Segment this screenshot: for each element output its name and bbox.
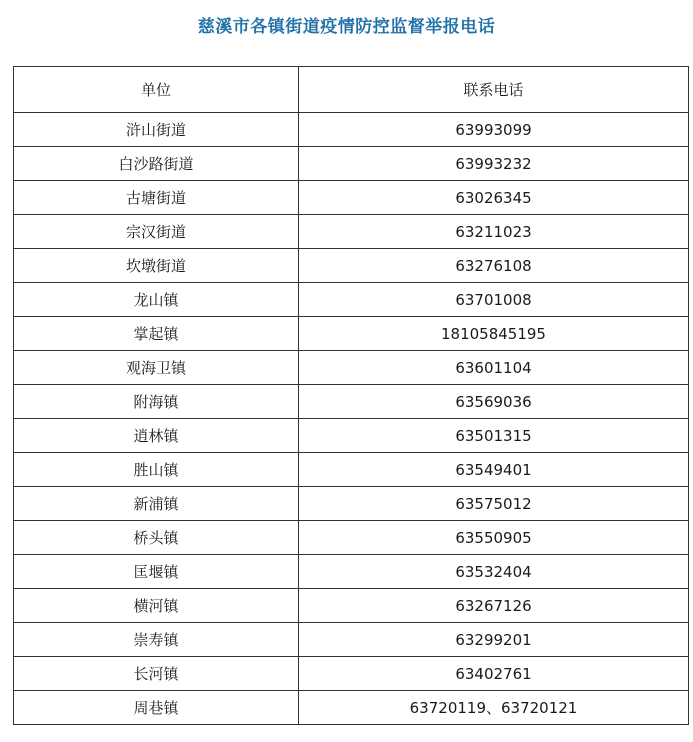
phone-cell: 63549401: [299, 453, 689, 487]
table-row: [14, 657, 689, 691]
phone-cell: 63701008: [299, 283, 689, 317]
phone-cell: 63993099: [299, 113, 689, 147]
phone-cell: 63501315: [299, 419, 689, 453]
unit-cell: 新浦镇: [14, 487, 299, 521]
unit-cell: 长河镇: [14, 657, 299, 691]
table-body: [14, 113, 689, 725]
column-header-phone: 联系电话: [299, 67, 689, 113]
table-row: [14, 419, 689, 453]
table-row: [14, 215, 689, 249]
unit-cell: 观海卫镇: [14, 351, 299, 385]
table-row: [14, 351, 689, 385]
table-row: [14, 147, 689, 181]
unit-cell: 宗汉街道: [14, 215, 299, 249]
phone-cell: 63267126: [299, 589, 689, 623]
table-row: [14, 589, 689, 623]
phone-cell: 63026345: [299, 181, 689, 215]
table-row: [14, 249, 689, 283]
unit-cell: 白沙路街道: [14, 147, 299, 181]
phone-cell: 63993232: [299, 147, 689, 181]
table-row: [14, 181, 689, 215]
phone-cell: 63211023: [299, 215, 689, 249]
phone-cell: 63532404: [299, 555, 689, 589]
unit-cell: 匡堰镇: [14, 555, 299, 589]
unit-cell: 古塘街道: [14, 181, 299, 215]
phone-cell: 63402761: [299, 657, 689, 691]
table-row: [14, 555, 689, 589]
unit-cell: 掌起镇: [14, 317, 299, 351]
phone-cell: 18105845195: [299, 317, 689, 351]
unit-cell: 胜山镇: [14, 453, 299, 487]
table-row: [14, 113, 689, 147]
phone-cell: 63569036: [299, 385, 689, 419]
table-row: [14, 487, 689, 521]
unit-cell: 坎墩街道: [14, 249, 299, 283]
table-row: [14, 385, 689, 419]
phone-cell: 63720119、63720121: [299, 691, 689, 725]
phone-cell: 63601104: [299, 351, 689, 385]
table-row: [14, 623, 689, 657]
unit-cell: 崇寿镇: [14, 623, 299, 657]
phone-cell: 63276108: [299, 249, 689, 283]
phone-cell: 63575012: [299, 487, 689, 521]
phone-cell: 63299201: [299, 623, 689, 657]
phone-directory-table: [13, 66, 689, 725]
unit-cell: 逍林镇: [14, 419, 299, 453]
page-title: 慈溪市各镇街道疫情防控监督举报电话: [197, 17, 496, 37]
phone-cell: 63550905: [299, 521, 689, 555]
unit-cell: 桥头镇: [14, 521, 299, 555]
unit-cell: 附海镇: [14, 385, 299, 419]
unit-cell: 周巷镇: [14, 691, 299, 725]
table-row: [14, 283, 689, 317]
table-row: [14, 521, 689, 555]
table-row: [14, 453, 689, 487]
unit-cell: 横河镇: [14, 589, 299, 623]
table-row: [14, 317, 689, 351]
unit-cell: 龙山镇: [14, 283, 299, 317]
unit-cell: 浒山街道: [14, 113, 299, 147]
column-header-unit: 单位: [14, 67, 299, 113]
table-header-row: [14, 67, 689, 113]
table-row: [14, 691, 689, 725]
